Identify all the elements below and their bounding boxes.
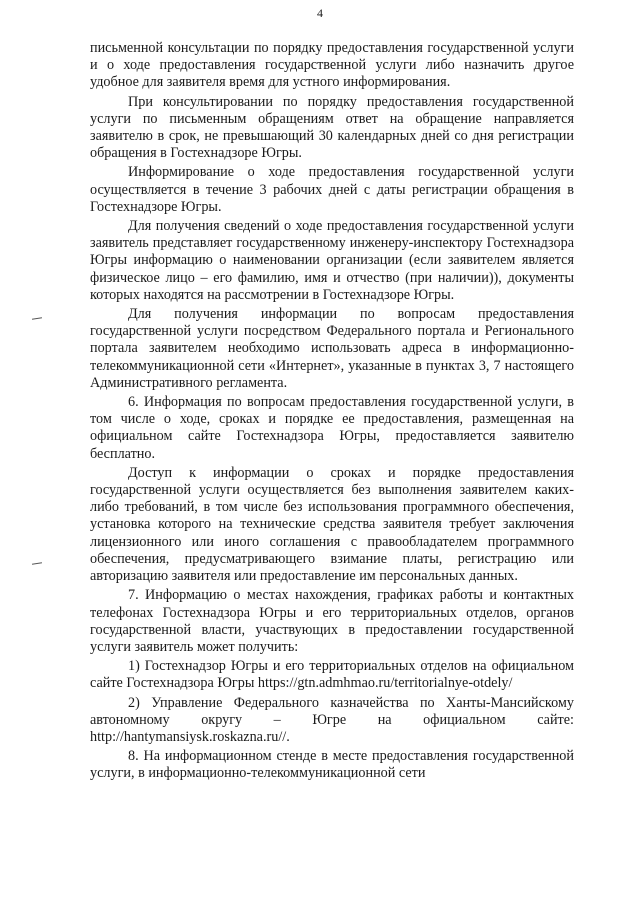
paragraph: Для получения информации по вопросам предоставления государственной услуги посредством Федерального портала и Регионального портала заявителем необходимо использовать адреса в информационно-телекоммуникационной сети «Интернет», указанные в пунктах 3, 7 настоящего Административного регламента. <box>90 306 574 391</box>
margin-mark <box>32 317 42 319</box>
paragraph: 2) Управление Федерального казначейства по Ханты-Мансийскому автономному округу – Югре на официальном сайте: http://hantymansiysk.roskazna.ru//. <box>90 694 574 745</box>
paragraph: Информирование о ходе предоставления государственной услуги осуществляется в течение 3 рабочих дней с даты регистрации обращения в Гостехнадзоре Югры. <box>90 164 574 215</box>
margin-mark <box>32 562 42 564</box>
page-number: 4 <box>317 6 323 20</box>
document-body <box>90 40 574 785</box>
paragraph: Для получения сведений о ходе предоставления государственной услуги заявитель представляет государственному инженеру-инспектору Гостехнадзора Югры информацию о наименовании организации (если заявителем является физическое лицо – его фамилию, имя и отчество (при наличии)), документы которых находятся на рассмотрении в Гостехнадзоре Югры. <box>90 218 574 303</box>
paragraph: 1) Гостехнадзор Югры и его территориальных отделов на официальном сайте Гостехнадзора Югры https://gtn.admhmao.ru/territorialnye-otdely/ <box>90 658 574 692</box>
paragraph: 6. Информация по вопросам предоставления государственной услуги, в том числе о ходе, сроках и порядке ее предоставления, размещенная на официальном сайте Гостехнадзора Югры, предоставляется заявителю бесплатно. <box>90 394 574 462</box>
paragraph: 8. На информационном стенде в месте предоставления государственной услуги, в информационно-телекоммуникационной сети <box>90 748 574 782</box>
paragraph: 7. Информацию о местах нахождения, графиках работы и контактных телефонах Гостехнадзора Югры и его территориальных отделов, органов государственной власти, участвующих в предоставлении государственной услуги заявитель может получить: <box>90 587 574 655</box>
paragraph: При консультировании по порядку предоставления государственной услуги по письменным обращениям ответ на обращение направляется заявителю в срок, не превышающий 30 календарных дней со дня регистрации обращения в Гостехнадзоре Югры. <box>90 93 574 162</box>
paragraph: письменной консультации по порядку предоставления государственной услуги и о ходе предоставления государственной услуги либо назначить другое удобное для заявителя время для устного информирования. <box>90 40 574 91</box>
paragraph: Доступ к информации о сроках и порядке предоставления государственной услуги осуществляется без выполнения заявителем каких-либо требований, в том числе без использования программного обеспечения, установка которого на технические средства заявителя требует заключения лицензионного или иного соглашения с правообладателем программного обеспечения, предусматривающего взимание платы, регистрацию или авторизацию заявителя или предоставление им персональных данных. <box>90 464 574 585</box>
